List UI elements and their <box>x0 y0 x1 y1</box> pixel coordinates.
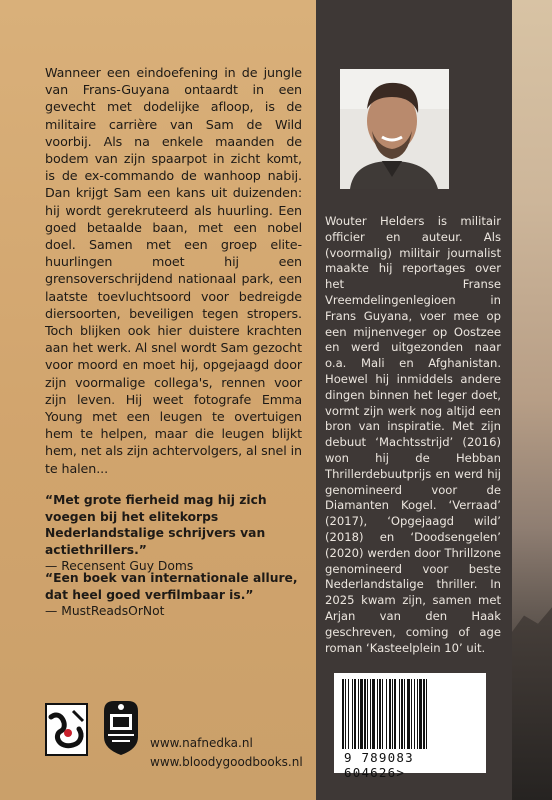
barcode-bar <box>379 679 381 749</box>
book-blurb: Wanneer een eindoefening in de jungle van Frans-Guyana ontaardt in een gevecht met dodelijke afloop, is de militaire carrière van Sam de Wild voorbij. Als na enkele maanden de bodem van zijn spaarpot in zicht komt, is de ex-commando de wanhoop nabij. Dan krijgt Sam een kans uit duizenden: hij wordt gerekruteerd als huurling. Een goed betaalde baan, met een nobel doel. Samen met een groep elite-huurlingen moet hij een grensoverschrijdend nationaal park, een laatste toevluchtsoord voor bedreigde diersoorten, beveiligen tegen stropers. Toch blijken ook hier duistere krachten aan het werk. Al snel wordt Sam gezocht voor moord en moet hij, opgejaagd door zijn voormalige collega's, rennen voor zijn leven. Hij weet fotografe Emma Young met een leugen te overtuigen hem te helpen, maar die leugen blijkt hem, net als zijn achtervolgers, al snel in te halen... <box>45 65 302 476</box>
barcode-bar <box>419 679 422 749</box>
barcode-bar <box>426 679 427 749</box>
author-bio: Wouter Helders is militair officier en auteur. Als (voormalig) militair journalist maakte hij reportages over het Franse Vreemdelingenlegioen in Frans Guyana, voer mee op een mijnenveger op Oostzee en werd uitgezonden naar o.a. Mali en Afghanistan. Hoewel hij inmiddels andere dingen binnen het leger doet, vormt zijn werk nog altijd een bron van inspiratie. Met zijn debuut ‘Machtsstrijd’ (2016) won hij de Hebban Thrillerdebuutprijs en werd hij genomineerd voor de Diamanten Kogel. ‘Verraad’ (2017), ‘Opgejaagd wild’ (2018) en ‘Doodsengelen’ (2020) werden door Thrillzone genomineerd voor beste Nederlandstalige thriller. In 2025 kwam zijn, samen met Arjan van den Haak geschreven, coming of age roman ‘Kasteelplein 10’ uit. <box>325 214 501 655</box>
review-quote-1 <box>45 492 307 575</box>
front-cover-landscape <box>512 595 552 800</box>
barcode-bar <box>352 679 353 749</box>
barcode-bar <box>367 679 368 749</box>
review-quote-text: “Met grote fierheid mag hij zich voegen bij het elitekorps Nederlandstalige schrijvers van actiethrillers.” <box>45 493 267 557</box>
author-photo <box>340 69 449 189</box>
barcode-bar <box>348 679 349 749</box>
barcode-bar <box>399 679 400 749</box>
barcode-bar <box>345 679 346 749</box>
barcode-bar <box>372 679 375 749</box>
barcode-bar <box>364 679 366 749</box>
barcode-bar <box>407 679 410 749</box>
isbn-number <box>344 750 480 780</box>
review-quote-text: “Een boek van internationale allure, dat heel goed verfilmbaar is.” <box>45 571 298 602</box>
barcode-bar <box>417 679 418 749</box>
barcode-bar <box>404 679 405 749</box>
barcode-bar <box>382 679 383 749</box>
barcode-bar <box>423 679 425 749</box>
barcode-bar <box>386 679 387 749</box>
barcode-bar <box>389 679 391 749</box>
barcode-bar <box>401 679 403 749</box>
barcode-bar <box>358 679 359 749</box>
barcode-bar <box>394 679 396 749</box>
review-quote-source: — MustReadsOrNot <box>45 604 165 619</box>
publisher-logo-bloody-good-books-icon <box>98 697 144 759</box>
review-quote-2 <box>45 570 307 620</box>
barcode-bar <box>392 679 393 749</box>
barcode-addon-marker: > <box>396 765 406 780</box>
barcode-bar <box>411 679 412 749</box>
isbn-digits: 9 789083 604626 <box>344 750 414 780</box>
barcode-bar <box>377 679 378 749</box>
website-link-bloodygoodbooks: www.bloodygoodbooks.nl <box>150 755 303 769</box>
publisher-logo-nafnedka-icon <box>45 703 88 756</box>
barcode-bar <box>414 679 415 749</box>
publisher-websites <box>150 734 303 772</box>
barcode-bar <box>342 679 344 749</box>
barcode-bar <box>360 679 363 749</box>
website-link-nafnedka: www.nafnedka.nl <box>150 736 253 750</box>
barcode-bar <box>354 679 356 749</box>
review-quote-source: — Recensent Guy Doms <box>45 559 194 574</box>
barcode-bar <box>370 679 371 749</box>
